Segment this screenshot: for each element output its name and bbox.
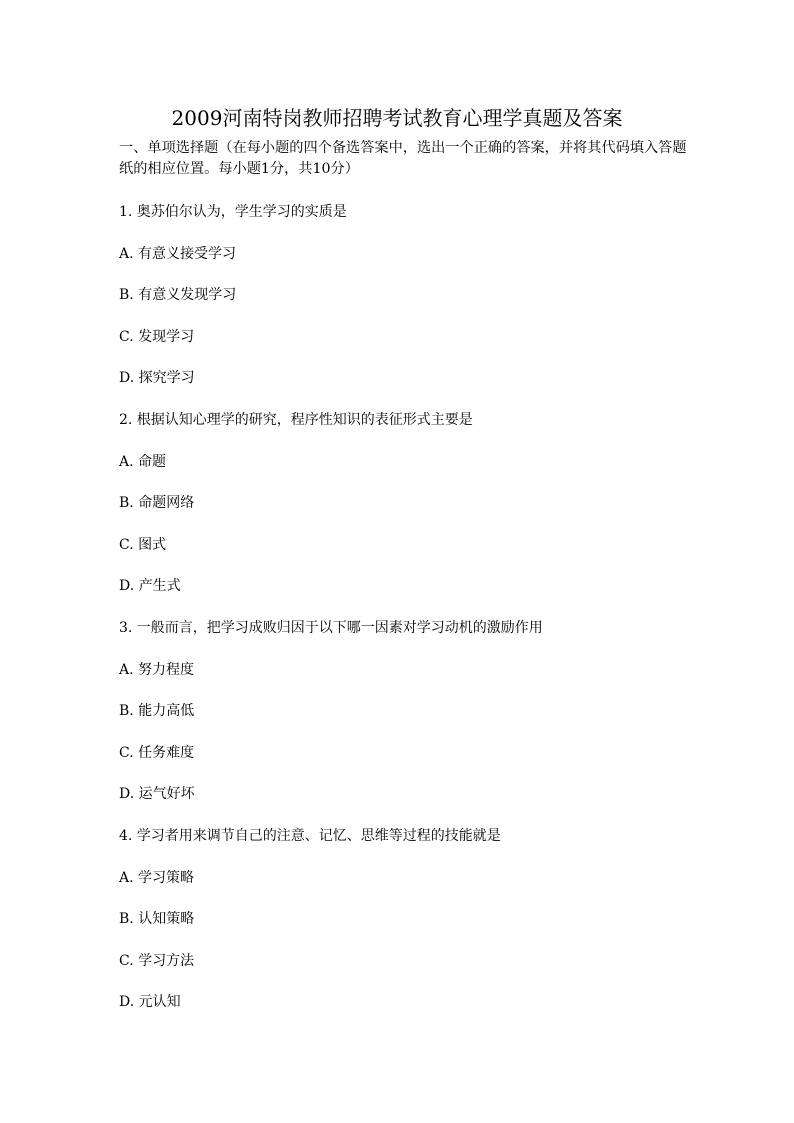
- question-option: D. 运气好坏: [119, 786, 195, 802]
- question-option: D. 元认知: [119, 994, 181, 1010]
- question-stem: 3. 一般而言，把学习成败归因于以下哪一因素对学习动机的激励作用: [119, 620, 543, 636]
- document-title: 2009河南特岗教师招聘考试教育心理学真题及答案: [171, 106, 623, 130]
- question-option: C. 图式: [119, 537, 167, 553]
- question-option: C. 发现学习: [119, 329, 195, 345]
- question-option: B. 认知策略: [119, 911, 195, 927]
- question-option: A. 学习策略: [119, 870, 195, 886]
- question-stem: 2. 根据认知心理学的研究，程序性知识的表征形式主要是: [119, 412, 473, 428]
- question-option: A. 命题: [119, 454, 167, 470]
- question-stem: 4. 学习者用来调节自己的注意、记忆、思维等过程的技能就是: [119, 828, 501, 844]
- question-option: C. 学习方法: [119, 953, 195, 969]
- question-option: B. 有意义发现学习: [119, 287, 237, 303]
- question-option: B. 能力高低: [119, 703, 195, 719]
- section-instructions: 一、单项选择题（在每小题的四个备选答案中，选出一个正确的答案，并将其代码填入答题纸的相应位置。每小题1分，共10分）: [119, 140, 687, 177]
- question-stem: 1. 奥苏伯尔认为，学生学习的实质是: [119, 204, 347, 220]
- question-option: D. 探究学习: [119, 370, 195, 386]
- question-option: B. 命题网络: [119, 495, 195, 511]
- question-option: A. 努力程度: [119, 662, 195, 678]
- question-option: D. 产生式: [119, 578, 181, 594]
- question-option: A. 有意义接受学习: [119, 246, 237, 262]
- question-option: C. 任务难度: [119, 745, 195, 761]
